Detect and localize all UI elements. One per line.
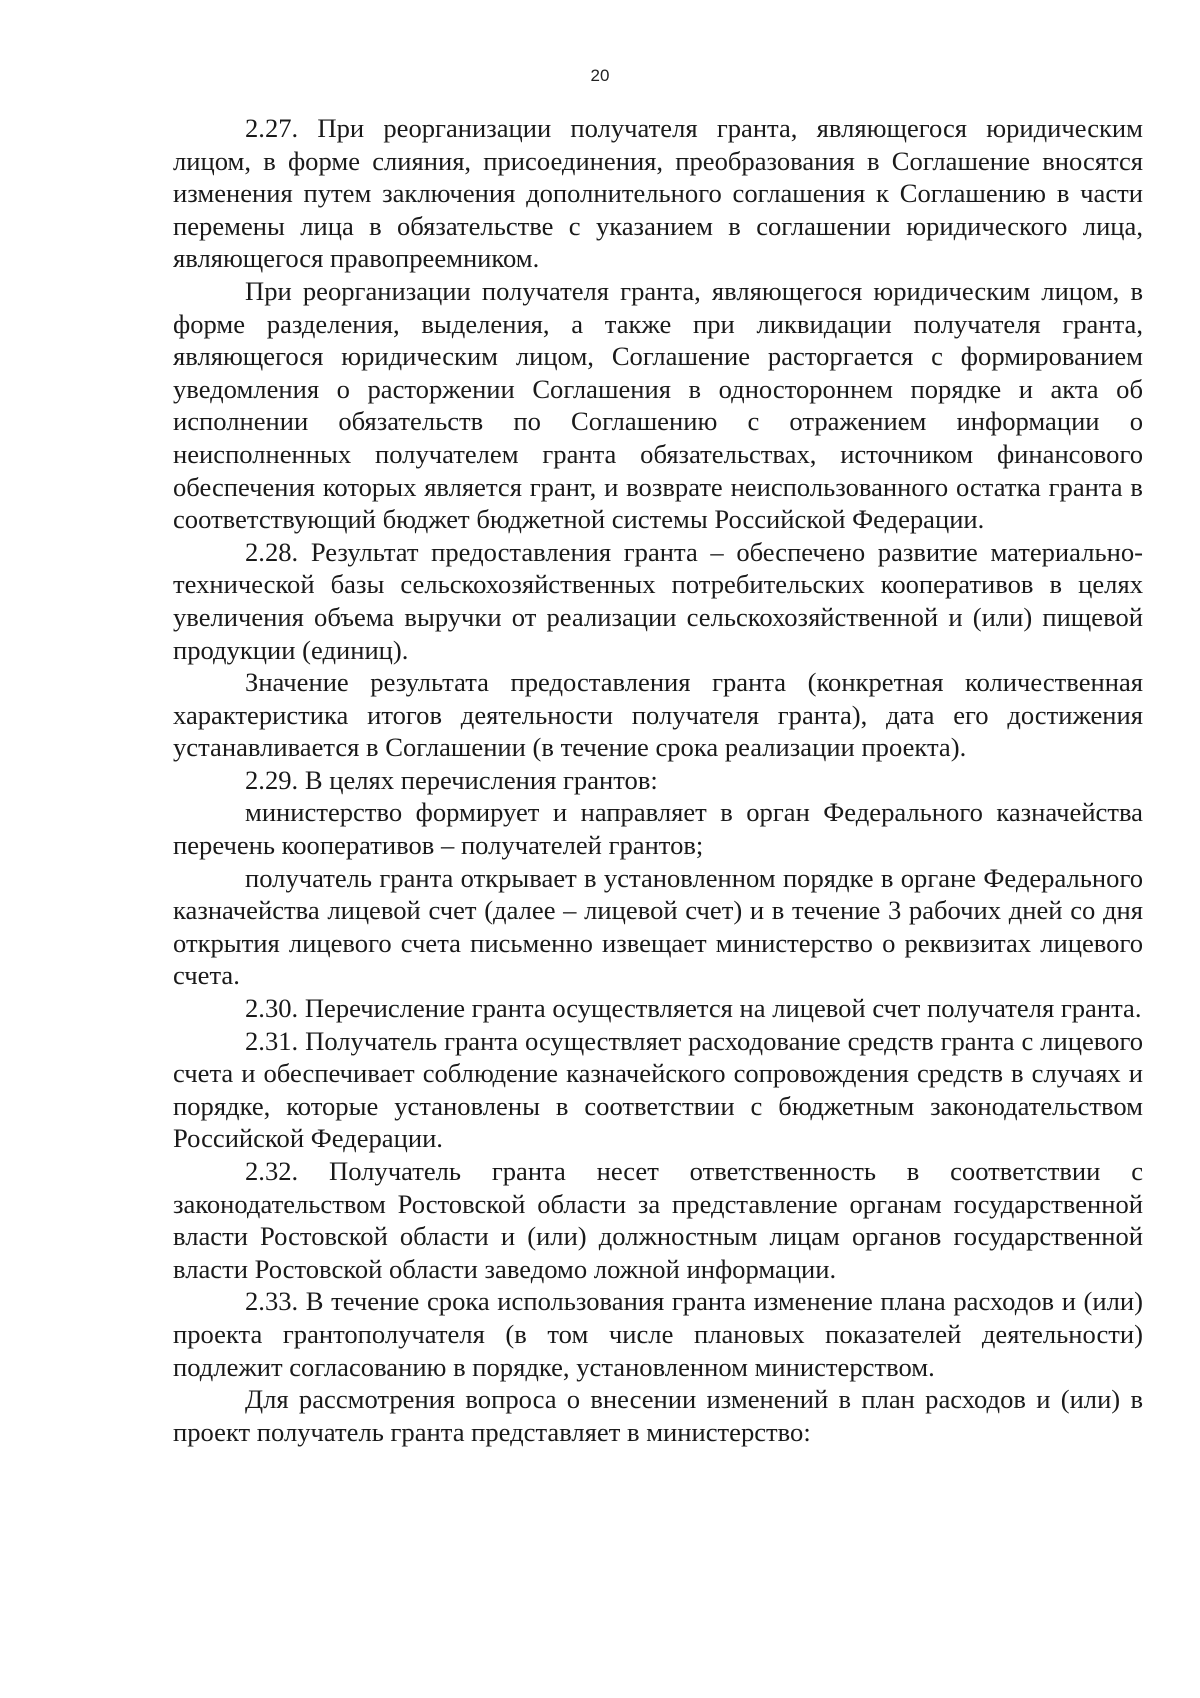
paragraph-2-32: 2.32. Получатель гранта несет ответственность в соответствии с законодательством Ростовской области за представление органам государственной власти Ростовской области и (или) должностным лицам органов государственной власти Ростовской области заведомо ложной информации. [173, 1156, 1143, 1284]
paragraph-change-request: Для рассмотрения вопроса о внесении изменений в план расходов и (или) в проект получатель гранта представляет в министерство: [173, 1384, 1143, 1447]
document-body [173, 112, 1143, 1448]
paragraph-2-28: 2.28. Результат предоставления гранта – обеспечено развитие материально-технической базы сельскохозяйственных потребительских кооперативов в целях увеличения объема выручки от реализации сельскохозяйственной и (или) пищевой продукции (единиц). [173, 536, 1143, 665]
paragraph-2-30: 2.30. Перечисление гранта осуществляется на лицевой счет получателя гранта. [245, 993, 1142, 1024]
paragraph-account-opening: получатель гранта открывает в установленном порядке в органе Федерального казначейства лицевой счет (далее – лицевой счет) и в течение 3 рабочих дней со дня открытия лицевого счета письменно извещает министерство о реквизитах лицевого счета. [173, 862, 1143, 991]
paragraph-2-29: 2.29. В целях перечисления грантов: [245, 764, 658, 795]
paragraph-result-value: Значение результата предоставления гранта (конкретная количественная характеристика итогов деятельности получателя гранта), дата его достижения устанавливается в Соглашении (в течение срока реализации проекта). [173, 667, 1143, 763]
paragraph-reorganization-division: При реорганизации получателя гранта, являющегося юридическим лицом, в форме разделения, выделения, а также при ликвидации получателя гранта, являющегося юридическим лицом, Соглашение расторгается с формированием уведомления о расторжении Соглашения в одностороннем порядке и акта об исполнении обязательств по Соглашению с отражением информации о неисполненных получателем гранта обязательствах, источником финансового обеспечения которых является грант, и возврате неиспользованного остатка гранта в соответствующий бюджет бюджетной системы Российской Федерации. [173, 275, 1143, 535]
page-number: 20 [590, 66, 610, 85]
paragraph-ministry-list: министерство формирует и направляет в орган Федерального казначейства перечень кооперативов – получателей грантов; [173, 797, 1143, 861]
paragraph-2-33: 2.33. В течение срока использования гранта изменение плана расходов и (или) проекта грантополучателя (в том числе плановых показателей деятельности) подлежит согласованию в порядке, установленном министерством. [173, 1286, 1143, 1382]
paragraph-2-27: 2.27. При реорганизации получателя гранта, являющегося юридическим лицом, в форме слияния, присоединения, преобразования в Соглашение вносятся изменения путем заключения дополнительного соглашения к Соглашению в части перемены лица в обязательстве с указанием в соглашении юридического лица, являющегося правопреемником. [173, 113, 1143, 274]
paragraph-2-31: 2.31. Получатель гранта осуществляет расходование средств гранта с лицевого счета и обеспечивает соблюдение казначейского сопровождения средств в случаях и порядке, которые установлены в соответствии с бюджетным законодательством Российской Федерации. [173, 1025, 1143, 1154]
